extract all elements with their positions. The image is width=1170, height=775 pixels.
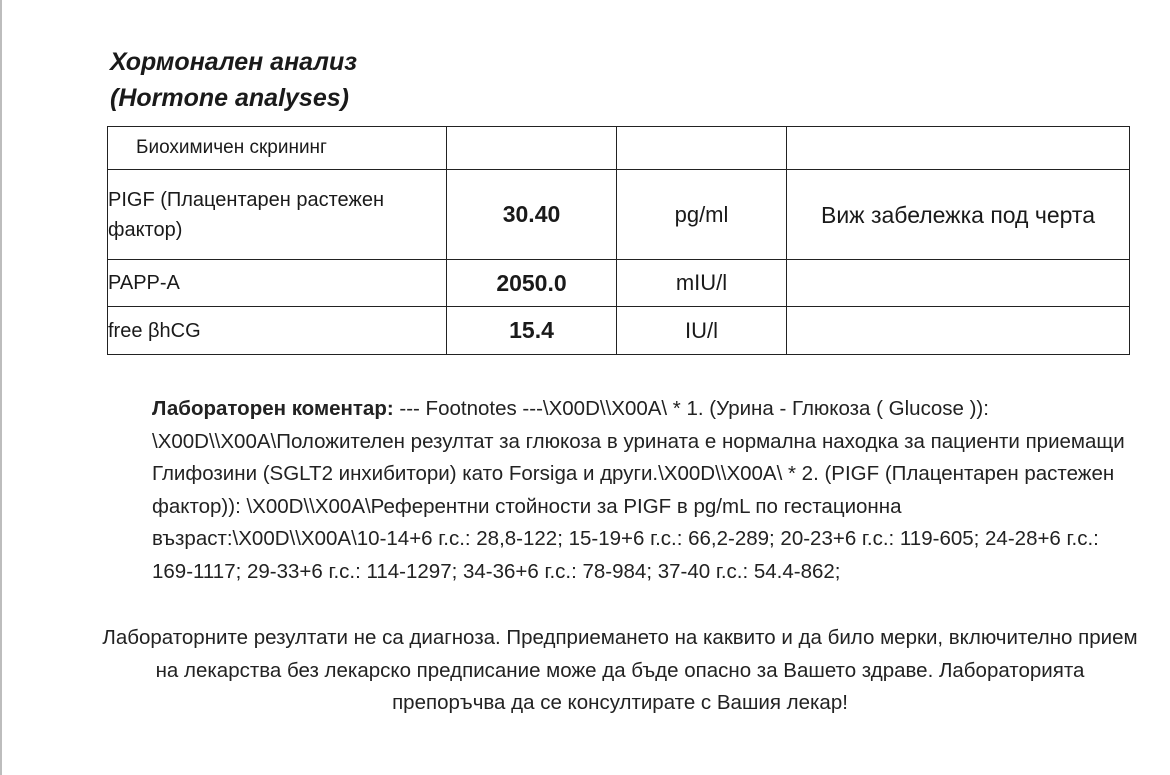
hormone-results-table (107, 126, 1130, 355)
table-row (108, 170, 1130, 260)
lab-comment-text: --- Footnotes ---\X00D\\X00A\ * 1. (Урина - Глюкоза ( Glucose )): \X00D\\X00A\Положителен резултат за глюкоза в урината е нормална находка за пациенти приемащи Глифозини (SGLT2 инхибитори) като Forsiga и други.\X00D\\X00A\ * 2. (PIGF (Плацентарен растежен фактор)): \X00D\\X00A\Референтни стойности за PIGF в pg/mL по гестационна възраст:\X00D\\X00A\10-14+6 г.с.: 28,8-122; 15-19+6 г.с.: 66,2-289; 20-23+6 г.с.: 119-605; 24-28+6 г.с.: 169-1117; 29-33+6 г.с.: 114-1297; 34-36+6 г.с.: 78-984; 37-40 г.с.: 54.4-862; (152, 397, 1125, 583)
page-left-border (0, 0, 2, 775)
test-note-cell (787, 307, 1130, 355)
test-name-cell: free βhCG (108, 307, 447, 355)
section-title-bg: Хормонален анализ (110, 48, 357, 76)
section-title-en: (Hormone analyses) (110, 84, 349, 112)
test-note-cell (787, 260, 1130, 307)
test-value-cell: 2050.0 (447, 260, 617, 307)
lab-comment-label: Лабораторен коментар: (152, 397, 394, 420)
table-row (108, 127, 1130, 170)
test-name-cell: Биохимичен скрининг (108, 127, 447, 170)
test-value-cell (447, 127, 617, 170)
disclaimer: Лабораторните резултати не са диагноза. Предприемането на каквито и да било мерки, включително прием на лекарства без лекарско предписание може да бъде опасно за Вашето здраве. Лабораторията препоръчва да се консултирате с Вашия лекар! (102, 626, 1138, 714)
test-value-cell: 15.4 (447, 307, 617, 355)
table-row (108, 307, 1130, 355)
test-name-cell: PIGF (Плацентарен растежен фактор) (108, 170, 447, 260)
test-unit-cell: pg/ml (617, 170, 787, 260)
lab-comment (152, 393, 1137, 588)
test-note-cell (787, 127, 1130, 170)
table-row (108, 260, 1130, 307)
test-name-cell: PAPP-A (108, 260, 447, 307)
test-unit-cell (617, 127, 787, 170)
section-title (110, 44, 357, 116)
test-unit-cell: mIU/l (617, 260, 787, 307)
test-note-cell: Виж забележка под черта (787, 170, 1130, 260)
test-unit-cell: IU/l (617, 307, 787, 355)
test-value-cell: 30.40 (447, 170, 617, 260)
